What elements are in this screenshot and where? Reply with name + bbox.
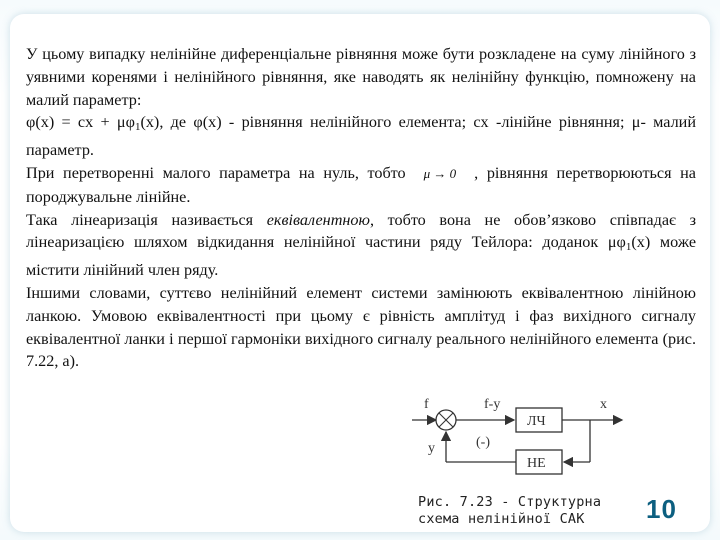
- label-y: y: [428, 441, 435, 456]
- paragraph-4-middle: , тобто вона не обов’язково співпадає з лінеаризацією шляхом відкидання нелінійної частини ряду Тейлора: доданок μφ: [26, 210, 697, 252]
- formula-rest: (x), де φ(x) - рівняння нелінійного елемента; cx -лінійне рівняння; μ- малий параметр.: [26, 113, 696, 160]
- page-number: 10: [646, 494, 677, 524]
- label-minus: (-): [476, 435, 490, 450]
- caption-line-1: Рис. 7.23 - Структурна: [418, 494, 602, 510]
- nonlinear-block-label: НЕ: [527, 456, 546, 471]
- label-x: x: [600, 397, 607, 412]
- label-f-y: f-y: [484, 397, 501, 412]
- caption-line-2: схема нелінійної САК: [418, 511, 585, 527]
- paragraph-4: [26, 209, 696, 282]
- paragraph-4-end: (x) може містити лінійний член ряду.: [26, 233, 696, 280]
- linear-block-label: ЛЧ: [527, 414, 546, 429]
- body-text: [26, 43, 696, 373]
- summing-junction-icon: [436, 410, 456, 430]
- paragraph-5: Іншими словами, суттєво нелінійний елемент системи замінюють еквівалентною лінійною ланкою. Умовою еквівалентності при цьому є рівність амплітуд і фаз вихідного сигналу еквівалентної ланки і першої гармоніки вихідного сигналу реального нелінійного елемента (рис. 7.22, а).: [26, 283, 696, 371]
- mu-to-zero-formula: μ → 0: [423, 165, 457, 181]
- paragraph-3-start: При перетворенні малого параметра на нуль, тобто: [26, 163, 406, 182]
- subscript: 1: [625, 241, 632, 254]
- paragraph-3-end: , рівняння перетворюються на породжувальне лінійне.: [26, 163, 696, 206]
- paragraph-2: [26, 111, 696, 162]
- paragraph-3: [26, 162, 696, 209]
- formula-part: φ(x) = cx + μφ: [26, 113, 135, 132]
- figure-caption: [418, 494, 648, 528]
- emphasis-term: еквівалентною: [266, 210, 370, 229]
- label-f: f: [424, 397, 429, 412]
- paragraph-4-start: Така лінеаризація називається: [26, 210, 267, 229]
- subscript: 1: [134, 121, 141, 134]
- paragraph-1: У цьому випадку нелінійне диференціальне рівняння може бути розкладене на суму лінійного з уявними коренями і нелінійного рівняння, яке наводять як нелінійну функцію, помножену на малий параметр:: [26, 45, 696, 109]
- block-diagram: [410, 390, 630, 490]
